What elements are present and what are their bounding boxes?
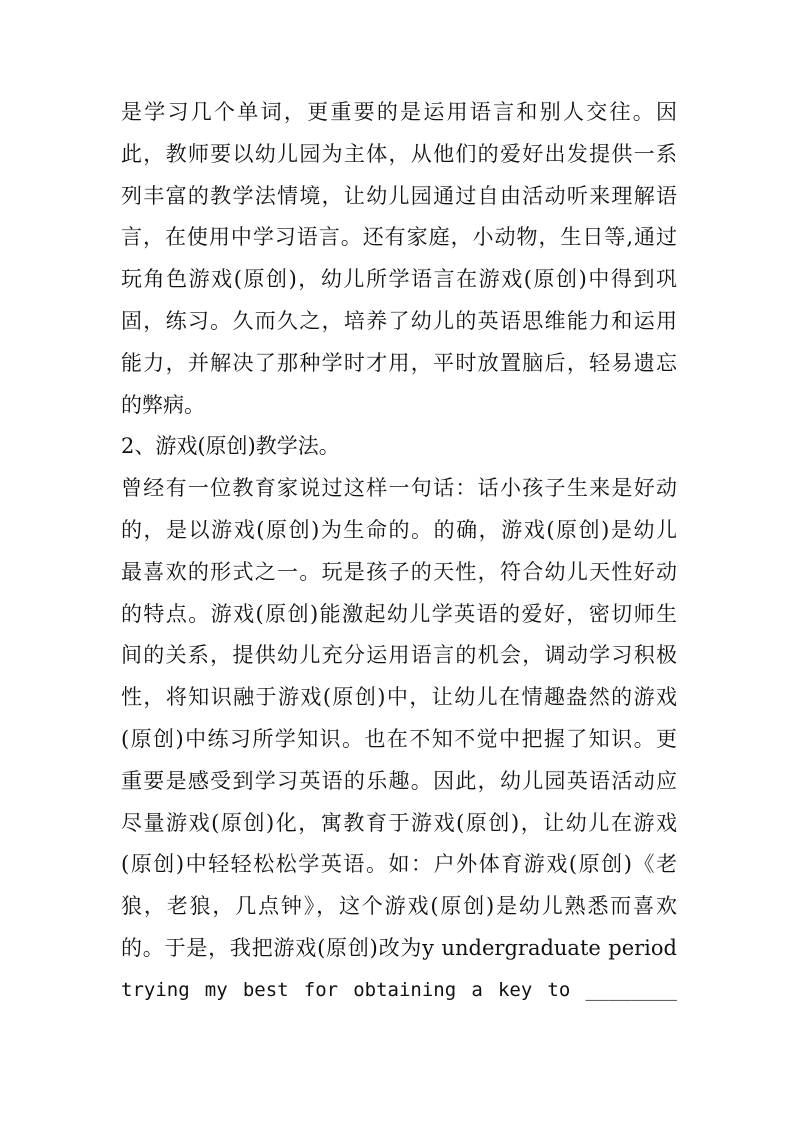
text-line: 尽量游戏(原创)化，寓教育于游戏(原创)，让幼儿在游戏: [121, 810, 677, 835]
text-line: 间的关系，提供幼儿充分运用语言的机会，调动学习积极: [121, 643, 677, 668]
text-line: 曾经有一位教育家说过这样一句话：话小孩子生来是好动: [121, 476, 677, 501]
text-line: 言，在使用中学习语言。还有家庭，小动物，生日等,通过: [121, 225, 677, 250]
text-line: 的。于是，我把游戏(原创)改为y undergraduate period: [121, 935, 677, 960]
text-line: (原创)中练习所学知识。也在不知不觉中把握了知识。更: [121, 726, 677, 751]
text-line: 最喜欢的形式之一。玩是孩子的天性，符合幼儿天性好动: [121, 559, 677, 584]
text-line: 能力，并解决了那种学时才用，平时放置脑后，轻易遗忘: [121, 350, 677, 375]
text-line: 列丰富的教学法情境，让幼儿园通过自由活动听来理解语: [121, 183, 677, 208]
text-line: 重要是感受到学习英语的乐趣。因此，幼儿园英语活动应: [121, 768, 677, 793]
text-line: 的，是以游戏(原创)为生命的。的确，游戏(原创)是幼儿: [121, 517, 677, 542]
text-line: 狼，老狼，几点钟》，这个游戏(原创)是幼儿熟悉而喜欢: [121, 894, 677, 919]
text-line: trying my best for obtaining a key to ________: [121, 978, 677, 1001]
text-line: 固，练习。久而久之，培养了幼儿的英语思维能力和运用: [121, 308, 677, 333]
text-line: (原创)中轻轻松松学英语。如：户外体育游戏(原创)《老: [121, 852, 677, 877]
text-line: 此，教师要以幼儿园为主体，从他们的爱好出发提供一系: [121, 141, 677, 166]
text-line: 性，将知识融于游戏(原创)中，让幼儿在情趣盎然的游戏: [121, 685, 677, 710]
text-line: 的特点。游戏(原创)能激起幼儿学英语的爱好，密切师生: [121, 601, 677, 626]
body-text: [121, 92, 677, 1012]
text-line: 玩角色游戏(原创)，幼儿所学语言在游戏(原创)中得到巩: [121, 267, 677, 292]
text-line: 是学习几个单词，更重要的是运用语言和别人交往。因: [121, 100, 677, 124]
text-line: 2、游戏(原创)教学法。: [121, 434, 340, 459]
text-line: 的弊病。: [121, 392, 205, 417]
